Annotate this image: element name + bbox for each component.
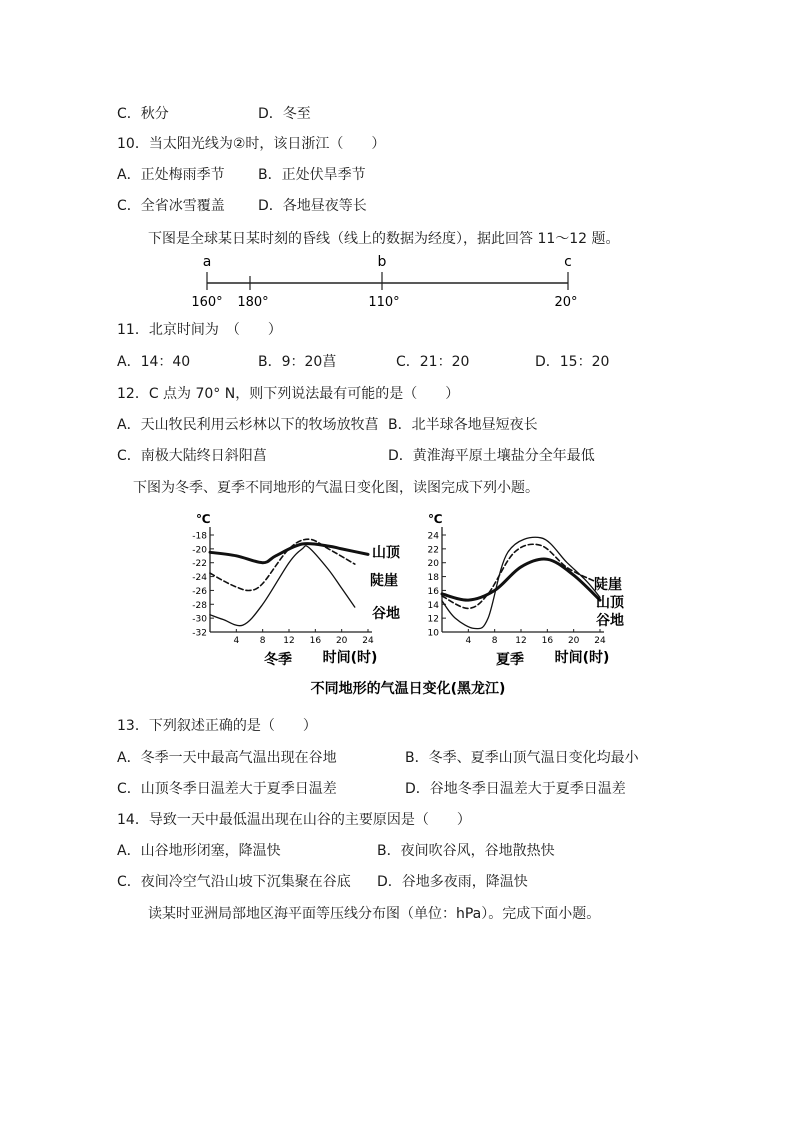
lon-160: 160°	[191, 295, 223, 310]
pressure-map-intro: 读某时亚洲局部地区海平面等压线分布图（单位：hPa）。完成下面小题。	[148, 906, 601, 922]
q13-option-c: C．山顶冬季日温差大于夏季日温差	[117, 781, 337, 797]
q12-option-b: B．北半球各地昼短夜长	[388, 417, 538, 433]
q9-option-d: D．冬至	[258, 106, 311, 122]
summer-x-tick-label: 20	[567, 636, 580, 646]
q10-option-c: C．全省冰雪覆盖	[117, 198, 225, 214]
winter-y-tick-label: -22	[192, 559, 207, 570]
terminator-intro: 下图是全球某日某时刻的昏线（线上的数据为经度），据此回答 11～12 题。	[148, 231, 620, 247]
winter-x-axis-label: 时间(时)	[322, 650, 378, 666]
winter-y-tick-label: -26	[192, 586, 207, 597]
point-b-label: b	[377, 254, 387, 270]
winter-unit-label: ℃	[196, 512, 211, 526]
summer-series-label: 山顶	[596, 595, 624, 611]
q13-option-a: A．冬季一天中最高气温出现在谷地	[117, 750, 337, 766]
q12-option-c: C．南极大陆终日斜阳菖	[117, 448, 267, 464]
winter-series-label: 山顶	[372, 545, 400, 561]
q14-option-b: B．夜间吹谷风，谷地散热快	[377, 843, 555, 859]
winter-x-tick-label: 16	[309, 636, 322, 646]
winter-y-tick-label: -30	[192, 614, 207, 625]
q11-option-a: A．14：40	[117, 354, 191, 370]
q14-stem: 14．导致一天中最低温出现在山谷的主要原因是（ ）	[117, 812, 471, 828]
winter-y-tick-label: -32	[192, 628, 207, 639]
q11-option-c: C．21：20	[396, 354, 470, 370]
chart-intro: 下图为冬季、夏季不同地形的气温日变化图，读图完成下列小题。	[133, 480, 539, 496]
summer-series-谷地	[442, 537, 600, 628]
winter-x-tick-label: 20	[335, 636, 348, 646]
summer-y-tick-label: 18	[427, 573, 439, 584]
winter-panel-label: 冬季	[264, 652, 292, 668]
lon-110: 110°	[368, 295, 400, 310]
summer-y-tick-label: 20	[427, 559, 439, 570]
summer-y-tick-label: 16	[427, 586, 439, 597]
winter-series-山顶	[210, 544, 368, 563]
summer-y-tick-label: 24	[427, 531, 439, 542]
winter-y-tick-label: -24	[192, 573, 207, 584]
winter-y-tick-label: -20	[192, 545, 207, 556]
point-c-label: c	[564, 254, 572, 270]
q12-option-a: A．天山牧民利用云杉林以下的牧场放牧菖	[117, 417, 379, 433]
summer-x-tick-label: 16	[541, 636, 554, 646]
summer-series-label: 陡崖	[594, 577, 622, 593]
summer-x-tick-label: 4	[465, 636, 472, 646]
summer-y-tick-label: 22	[427, 545, 439, 556]
q13-stem: 13．下列叙述正确的是（ ）	[117, 718, 317, 734]
q11-stem: 11．北京时间为 （ ）	[117, 322, 282, 338]
summer-panel-label: 夏季	[496, 652, 524, 668]
q11-option-d: D．15：20	[535, 354, 610, 370]
lon-20: 20°	[554, 295, 578, 310]
summer-series-label: 谷地	[596, 613, 624, 629]
q12-stem: 12．C 点为 70° N，则下列说法最有可能的是（ ）	[117, 386, 460, 402]
winter-series-label: 陡崖	[370, 573, 398, 589]
q14-option-c: C．夜间冷空气沿山坡下沉集聚在谷底	[117, 874, 351, 890]
q11-option-b: B．9：20菖	[258, 354, 337, 370]
lon-180: 180°	[237, 295, 269, 310]
summer-y-tick-label: 12	[427, 614, 439, 625]
summer-y-tick-label: 10	[427, 628, 439, 639]
q13-option-d: D．谷地冬季日温差大于夏季日温差	[405, 781, 626, 797]
temperature-chart	[180, 505, 660, 705]
summer-x-axis-label: 时间(时)	[554, 650, 610, 666]
q10-stem: 10．当太阳光线为②时，该日浙江（ ）	[117, 136, 386, 152]
winter-x-tick-label: 8	[259, 636, 266, 646]
q10-option-b: B．正处伏旱季节	[258, 167, 366, 183]
winter-x-tick-label: 4	[233, 636, 240, 646]
summer-series-山顶	[442, 559, 600, 600]
summer-unit-label: ℃	[428, 512, 443, 526]
winter-x-tick-label: 24	[362, 636, 374, 646]
q13-option-b: B．冬季、夏季山顶气温日变化均最小	[405, 750, 639, 766]
winter-x-tick-label: 12	[283, 636, 295, 646]
q10-option-d: D．各地昼夜等长	[258, 198, 367, 214]
chart-title: 不同地形的气温日变化(黑龙江)	[310, 681, 506, 697]
winter-series-label: 谷地	[372, 606, 400, 622]
q14-option-d: D．谷地多夜雨，降温快	[377, 874, 528, 890]
q10-option-a: A．正处梅雨季节	[117, 167, 225, 183]
winter-y-tick-label: -28	[192, 600, 207, 611]
summer-x-tick-label: 12	[515, 636, 527, 646]
terminator-diagram	[185, 250, 605, 312]
q12-option-d: D．黄淮海平原土壤盐分全年最低	[388, 448, 595, 464]
summer-y-tick-label: 14	[427, 600, 439, 611]
summer-x-tick-label: 24	[594, 636, 606, 646]
winter-y-tick-label: -18	[192, 531, 207, 542]
q9-option-c: C．秋分	[117, 106, 169, 122]
point-a-label: a	[202, 254, 212, 270]
q14-option-a: A．山谷地形闭塞，降温快	[117, 843, 281, 859]
summer-x-tick-label: 8	[491, 636, 498, 646]
